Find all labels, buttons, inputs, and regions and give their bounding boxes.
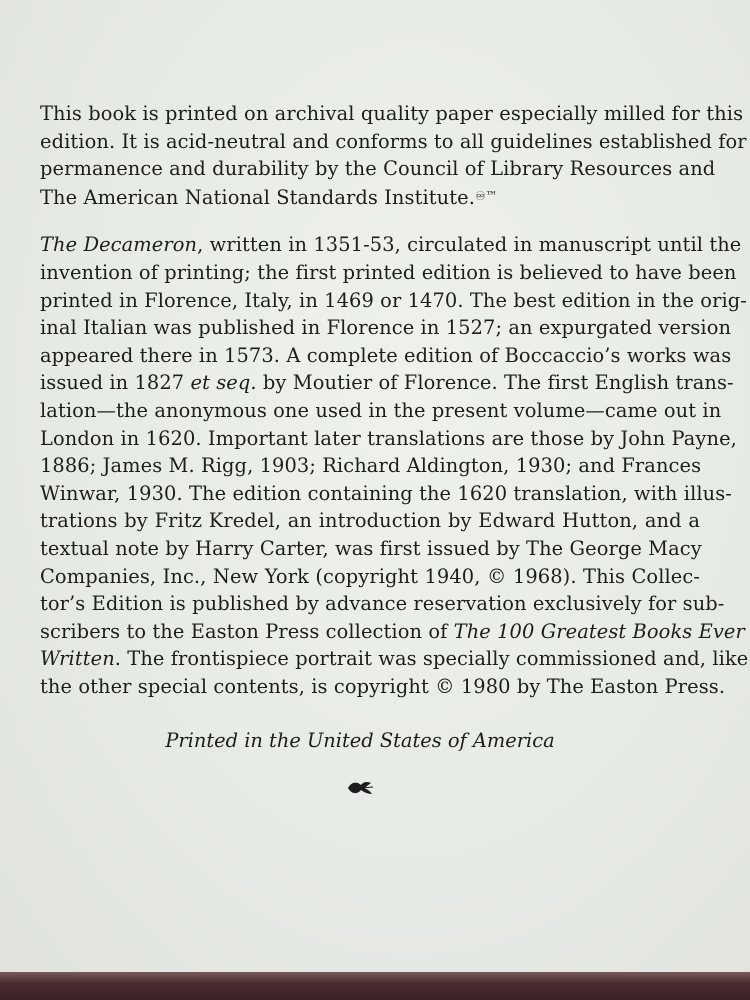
history-text: Winwar, 1930. The edition containing the 1620 translation, with illus- <box>40 481 732 505</box>
paper-line-text: The American National Standards Institute. <box>40 185 475 209</box>
history-text: issued in 1827 <box>40 371 191 395</box>
history-text: printed in Florence, Italy, in 1469 or 1470. The best edition in the orig- <box>40 288 747 312</box>
paragraph-spacer <box>40 211 700 231</box>
book-cover-edge <box>0 972 750 1000</box>
fleuron-icon <box>346 778 374 798</box>
history-text: 1886; James M. Rigg, 1903; Richard Aldington, 1930; and Frances <box>40 454 702 478</box>
history-text: inal Italian was published in Florence in 1527; an expurgated version <box>40 316 732 340</box>
history-text: . The frontispiece portrait was specially commissioned and, like <box>114 647 749 671</box>
history-line <box>40 507 700 535</box>
history-text: by Moutier of Florence. The first English trans- <box>256 371 734 395</box>
paper-line-last <box>40 183 700 212</box>
history-text: lation—the anonymous one used in the present volume—came out in <box>40 398 722 422</box>
history-text: appeared there in 1573. A complete edition of Boccaccio’s works was <box>40 343 732 367</box>
history-text: the other special contents, is copyright © 1980 by The Easton Press. <box>40 674 726 698</box>
italic-title-text: et seq. <box>190 371 257 395</box>
history-line <box>40 287 747 315</box>
history-line <box>40 673 726 701</box>
italic-title-text: The 100 Greatest Books Ever <box>453 619 745 643</box>
publication-history-paragraph <box>40 231 749 700</box>
italic-title-text: Written <box>40 647 115 671</box>
infinity-trademark-icon: ♾™ <box>474 188 497 203</box>
history-line <box>40 452 700 480</box>
history-line <box>40 231 742 259</box>
printed-in-imprint: Printed in the United States of America <box>165 729 555 752</box>
history-line <box>40 645 749 673</box>
history-line <box>40 342 732 370</box>
paper-line: permanence and durability by the Council of Library Resources and <box>40 157 716 181</box>
history-text: textual note by Harry Carter, was first issued by The George Macy <box>40 536 702 560</box>
history-text: invention of printing; the first printed edition is believed to have been <box>40 260 737 284</box>
history-line <box>40 480 732 508</box>
colophon-text <box>40 100 749 700</box>
history-text: Companies, Inc., New York (copyright 1940, © 1968). This Collec- <box>40 564 700 588</box>
paper-line: This book is printed on archival quality paper especially milled for this <box>40 102 744 125</box>
history-text: trations by Fritz Kredel, an introduction by Edward Hutton, and a <box>40 509 700 533</box>
history-line <box>40 397 722 425</box>
history-line <box>40 535 700 563</box>
history-line <box>40 563 700 591</box>
history-text: tor’s Edition is published by advance reservation exclusively for sub- <box>40 592 725 616</box>
history-line <box>40 425 737 453</box>
history-text: , written in 1351-53, circulated in manuscript until the <box>197 233 742 257</box>
paper-line: edition. It is acid-neutral and conforms to all guidelines established for <box>40 129 747 153</box>
history-line <box>40 369 734 397</box>
history-line <box>40 314 732 342</box>
history-line <box>40 259 737 287</box>
italic-title-text: The Decameron <box>40 233 198 257</box>
history-text: scribers to the Easton Press collection of <box>40 619 454 643</box>
history-line <box>40 590 725 618</box>
history-text: London in 1620. Important later translations are those by John Payne, <box>40 426 737 450</box>
paper-notice-paragraph <box>40 100 747 211</box>
history-line <box>40 618 745 646</box>
